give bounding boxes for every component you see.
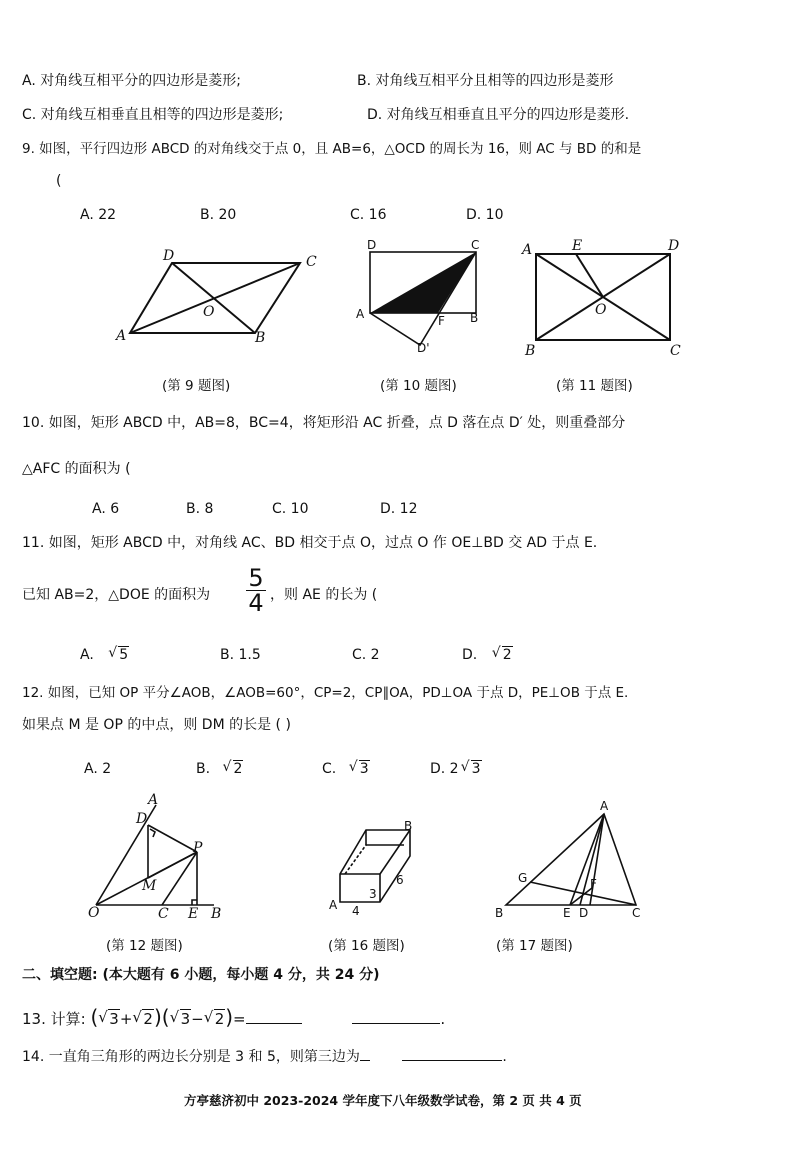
- caption-fig11: (第 11 题图): [556, 378, 633, 394]
- f9-label-b: B: [255, 330, 266, 346]
- q9-stem: 9. 如图，平行四边形 ABCD 的对角线交于点 0，且 AB=6，△OCD 的周长为 16，则 AC 与 BD 的和是: [22, 141, 642, 157]
- q13-rad4: 2: [214, 1010, 225, 1028]
- q10-option-d: D. 12: [380, 501, 418, 517]
- f17-label-c: C: [632, 906, 641, 920]
- f12-label-p: P: [193, 840, 203, 856]
- f10-label-a: A: [356, 307, 365, 321]
- q10-option-a: A. 6: [92, 501, 120, 517]
- sqrt-symbol: √ 3: [348, 759, 369, 777]
- q10-stem: 10. 如图，矩形 ABCD 中，AB=8，BC=4，将矩形沿 AC 折叠，点 D 落在点 D′ 处，则重叠部分: [22, 415, 626, 431]
- q14-tail: .: [502, 1049, 507, 1065]
- q8-option-a: A. 对角线互相平分的四边形是菱形;: [22, 73, 241, 89]
- f10-label-b: B: [470, 311, 479, 325]
- q13-answer-blank-1[interactable]: [246, 1009, 302, 1024]
- q12-opt-d-rad: 3: [471, 761, 481, 777]
- sqrt-symbol: √ 5: [108, 645, 129, 663]
- q12-opt-c-rad: 3: [359, 761, 369, 777]
- f9-label-d: D: [163, 248, 175, 264]
- sqrt-symbol: √ 3: [169, 1008, 191, 1028]
- q10-option-c: C. 10: [272, 501, 309, 517]
- f11-label-b: B: [525, 343, 536, 359]
- q14-stem: 14. 一直角三角形的两边长分别是 3 和 5，则第三边为: [22, 1049, 360, 1065]
- f12-label-o: O: [88, 905, 100, 921]
- q11-opt-a-rad: 5: [119, 647, 129, 663]
- q9-option-a: A. 22: [80, 207, 117, 223]
- f16-label-a: A: [329, 898, 338, 912]
- section-2-title: 二、填空题: (本大题有 6 小题，每小题 4 分，共 24 分): [22, 967, 380, 983]
- q11-opt-d-rad: 2: [502, 647, 512, 663]
- q13-rad3: 3: [180, 1010, 191, 1028]
- f16-label-6: 6: [396, 873, 404, 887]
- q9-paren: (: [56, 173, 62, 189]
- q12-stem: 12. 如图，已知 OP 平分∠AOB，∠AOB=60°，CP=2，CP∥OA，PD⊥OA 于点 D，PE⊥OB 于点 E.: [22, 685, 629, 701]
- caption-fig16: (第 16 题图): [328, 938, 405, 954]
- q10-option-b: B. 8: [186, 501, 214, 517]
- q13-rad1: 3: [109, 1010, 119, 1028]
- q9-option-d: D. 10: [466, 207, 504, 223]
- f11-label-o: O: [595, 302, 607, 318]
- q13-rad2: 2: [143, 1010, 153, 1028]
- sqrt-symbol: √ 3: [460, 759, 481, 777]
- f12-label-b: B: [211, 906, 222, 922]
- q13-line: 13. 计算: ( √ 3+ √ 2)( √ 3− √ 2)= .: [22, 1005, 446, 1029]
- f16-label-4: 4: [352, 904, 360, 918]
- sqrt-symbol: √ 2: [491, 645, 512, 663]
- f16-label-3: 3: [369, 887, 377, 901]
- f9-label-o: O: [203, 304, 215, 320]
- sqrt-symbol: √ 2: [203, 1008, 225, 1028]
- f17-label-a: A: [600, 799, 609, 813]
- q12-opt-d-label: D. 2: [430, 761, 459, 777]
- f16-label-b: B: [404, 819, 413, 833]
- q13-label: 13. 计算:: [22, 1010, 86, 1028]
- f17-label-f: F: [590, 877, 597, 891]
- page-footer: 方亭慈济初中 2023-2024 学年度下八年级数学试卷，第 2 页 共 4 页: [184, 1093, 582, 1108]
- f10-label-dprime: D': [417, 341, 430, 355]
- q9-option-b: B. 20: [200, 207, 237, 223]
- q11-stem: 11. 如图，矩形 ABCD 中，对角线 AC、BD 相交于点 O，过点 O 作 OE⊥BD 交 AD 于点 E.: [22, 535, 598, 551]
- q11-option-b: B. 1.5: [220, 647, 261, 663]
- f10-label-f: F: [438, 314, 445, 328]
- f17-label-d: D: [579, 906, 589, 920]
- f17-label-e: E: [563, 906, 571, 920]
- f12-label-m: M: [142, 878, 157, 894]
- q14-answer-blank-2[interactable]: [402, 1046, 502, 1061]
- q12-opt-c-label: C.: [322, 761, 337, 777]
- q12-opt-b-rad: 2: [233, 761, 243, 777]
- sqrt-symbol: √ 2: [222, 759, 243, 777]
- caption-fig9: (第 9 题图): [162, 378, 231, 394]
- f11-label-c: C: [670, 343, 681, 359]
- f10-label-c: C: [471, 238, 480, 252]
- f17-label-b: B: [495, 906, 504, 920]
- f10-label-d: D: [367, 238, 377, 252]
- f12-label-e: E: [188, 906, 199, 922]
- q11-frac-den: 4: [246, 590, 266, 615]
- f11-label-e: E: [572, 238, 583, 254]
- q11-stem-2a: 已知 AB=2，△DOE 的面积为: [22, 587, 211, 603]
- q8-option-d: D. 对角线互相垂直且平分的四边形是菱形.: [367, 107, 630, 123]
- caption-fig12: (第 12 题图): [106, 938, 183, 954]
- caption-fig10: (第 10 题图): [380, 378, 457, 394]
- sqrt-symbol: √ 3: [98, 1008, 119, 1028]
- q13-answer-blank-2[interactable]: [352, 1009, 440, 1024]
- q11-opt-d-label: D.: [462, 647, 478, 663]
- q14-line: [22, 1046, 507, 1066]
- f9-label-a: A: [116, 328, 127, 344]
- f12-label-c: C: [158, 906, 169, 922]
- q12-stem-2: 如果点 M 是 OP 的中点，则 DM 的长是 ( ): [22, 717, 291, 733]
- f11-label-a: A: [522, 242, 533, 258]
- f11-label-d: D: [668, 238, 680, 254]
- q13-tail: .: [440, 1010, 446, 1028]
- q11-frac-num: 5: [248, 564, 264, 592]
- q12-option-a: A. 2: [84, 761, 112, 777]
- caption-fig17: (第 17 题图): [496, 938, 573, 954]
- q11-opt-a-label: A.: [80, 647, 94, 663]
- q9-option-c: C. 16: [350, 207, 387, 223]
- q14-answer-blank-1[interactable]: [360, 1046, 370, 1061]
- q10-stem-2: △AFC 的面积为 (: [22, 461, 131, 477]
- q8-option-c: C. 对角线互相垂直且相等的四边形是菱形;: [22, 107, 284, 123]
- q8-option-b: B. 对角线互相平分且相等的四边形是菱形: [357, 73, 614, 89]
- q11-option-c: C. 2: [352, 647, 380, 663]
- q12-opt-b-label: B.: [196, 761, 211, 777]
- sqrt-symbol: √ 2: [132, 1008, 153, 1028]
- q11-stem-2b: ，则 AE 的长为 (: [270, 587, 378, 603]
- f12-label-a: A: [148, 792, 159, 808]
- f17-label-g: G: [518, 871, 528, 885]
- f12-label-d: D: [136, 811, 148, 827]
- f9-label-c: C: [306, 254, 317, 270]
